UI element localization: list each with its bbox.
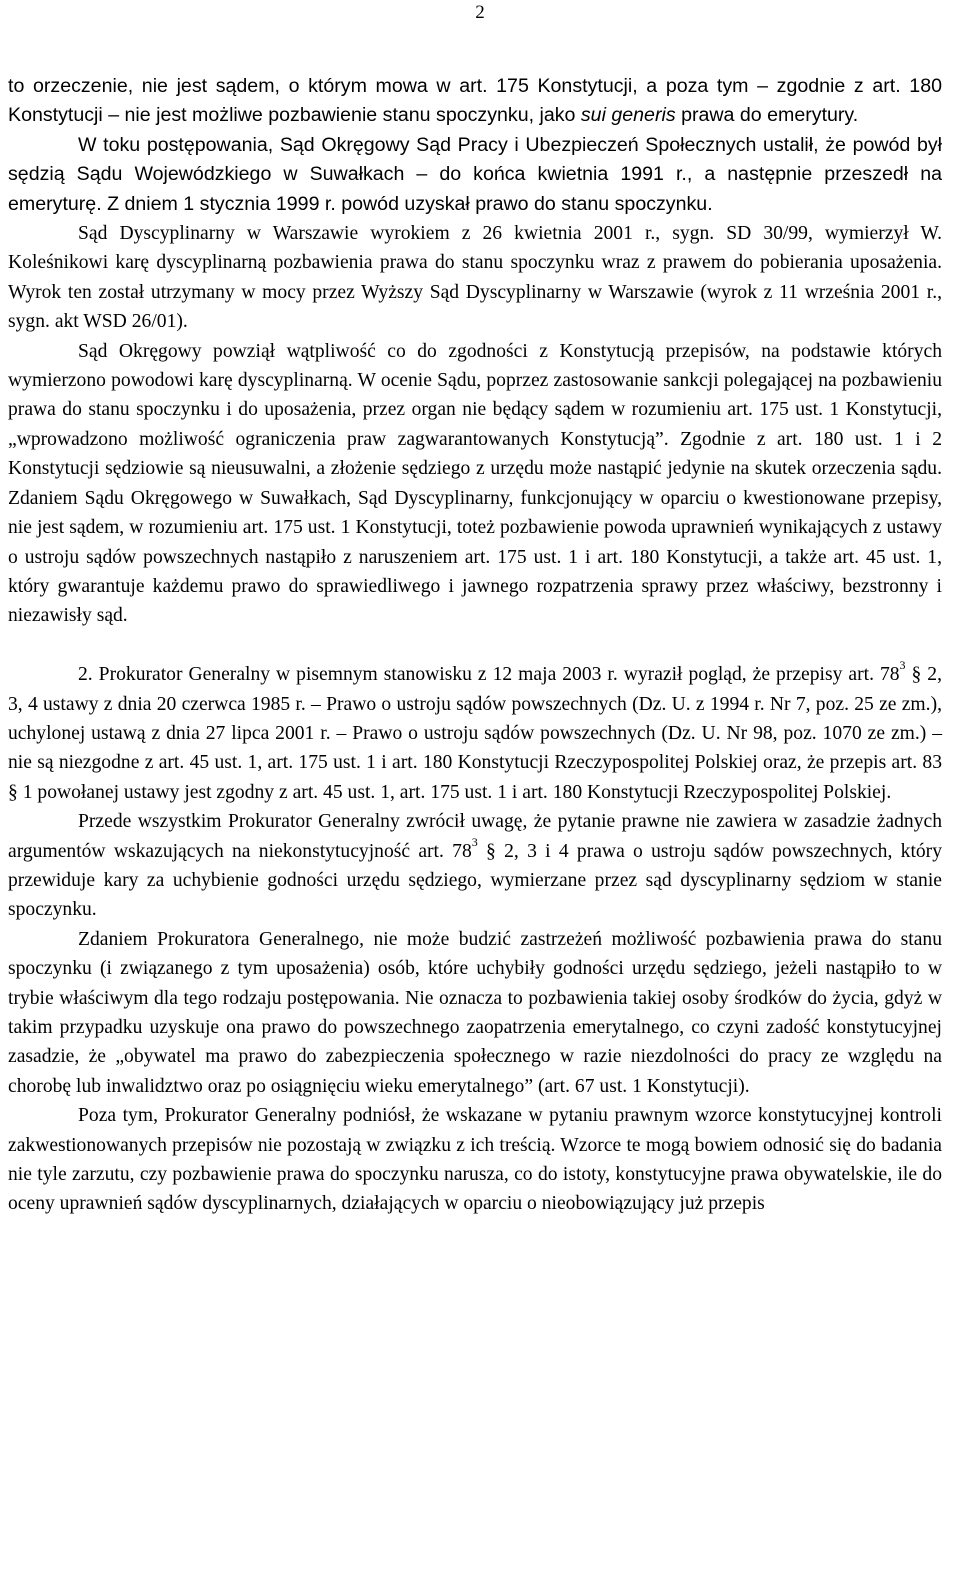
paragraph-prosecutor-attention: Przede wszystkim Prokurator Generalny zwrócił uwagę, że pytanie prawne nie zawiera w zasadzie żadnych argumentów wskazujących na niekonstytucyjność art. $78^3$ § 2, 3 i 4 prawa o ustroju sądów powszechnych, który przewiduje kary za uchybienie godności urzędu sędziego, wymierzane przez sąd dyscyplinarny sędziom w stanie spoczynku.	[8, 811, 943, 921]
paragraph-disciplinary-court: Sąd Dyscyplinarny w Warszawie wyrokiem z 26 kwietnia 2001 r., sygn. SD 30/99, wymierzył W. Koleśnikowi karę dyscyplinarną pozbawienia prawa do stanu spoczynku wraz z prawem do pobierania uposażenia. Wyrok ten został utrzymany w mocy przez Wyższy Sąd Dyscyplinarny w Warszawie (wyrok z 11 września 2001 r., sygn. akt WSD 26/01).	[8, 223, 942, 333]
paragraph-constitutional-standards: Poza tym, Prokurator Generalny podniósł, że wskazane w pytaniu prawnym wzorce konstytucyjnej kontroli zakwestionowanych przepisów nie pozostają w związku z ich treścią. Wzorce te mogą bowiem odnosić się do badania nie tyle zarzutu, czy pozbawienie prawa do spoczynku narusza, co do istoty, konstytucyjne prawa obywatelskie, ile do oceny uprawnień sądów dyscyplinarnych, działających w oparciu o nieobowiązujący już przepis	[8, 1105, 942, 1215]
paragraph-prosecutor-position: 2. Prokurator Generalny w pisemnym stanowisku z 12 maja 2003 r. wyraził pogląd, że przepisy art. $78^3$ § 2, 3, 4 ustawy z dnia 20 czerwca 1985 r. – Prawo o ustroju sądów powszechnych (Dz. U. z 1994 r. Nr 7, poz. 25 ze zm.), uchylonej ustawą z dnia 27 lipca 2001 r. – Prawo o ustroju sądów powszechnych (Dz. U. Nr 98, poz. 1070 ze zm.) – nie są niezgodne z art. 45 ust. 1, art. 175 ust. 1 i art. 180 Konstytucji Rzeczypospolitej Polskiej oraz, że przepis art. 83 § 1 powołanej ustawy jest zgodny z art. 45 ust. 1, art. 175 ust. 1 i art. 180 Konstytucji Rzeczypospolitej Polskiej.	[8, 658, 942, 803]
superscript: 3	[899, 658, 906, 673]
paragraph-prosecutor-opinion: Zdaniem Prokuratora Generalnego, nie może budzić zastrzeżeń możliwość pozbawienia prawa do stanu spoczynku (i związanego z tym uposażenia) osób, które uchybiły godności urzędu sędziego, jeżeli nastąpiło to w trybie właściwym dla tego rodzaju postępowania. Nie oznacza to pozbawienia takiej osoby środków do życia, gdyż w takim przypadku uzyskuje ona prawo do powszechnego zaopatrzenia emerytalnego, co czyni zadość konstytucyjnej zasadzie, że „obywatel ma prawo do zabezpieczenia społecznego w razie niezdolności do pracy ze względu na chorobę lub inwalidztwo oraz po osiągnięciu wieku emerytalnego” (art. 67 ust. 1 Konstytucji).	[8, 928, 942, 1097]
latin-term: sui generis	[580, 104, 676, 127]
paragraph-doubt: Sąd Okręgowy powziął wątpliwość co do zgodności z Konstytucją przepisów, na podstawie których wymierzono powodowi karę dyscyplinarną. W ocenie Sądu, poprzez zastosowanie sankcji polegającej na pozbawieniu prawa do stanu spoczynku i do uposażenia, przez organ nie będący sądem w rozumieniu art. 175 ust. 1 Konstytucji, „wprowadzono możliwość ograniczenia praw zagwarantowanych Konstytucją”. Zgodnie z art. 180 ust. 1 i 2 Konstytucji sędziowie są nieusuwalni, a złożenie sędziego z urzędu może nastąpić jedynie na skutek orzeczenia sądu. Zdaniem Sądu Okręgowego w Suwałkach, Sąd Dyscyplinarny, funkcjonujący w oparciu o kwestionowane przepisy, nie jest sądem, w rozumieniu art. 175 ust. 1 Konstytucji, toteż pozbawienie powoda uprawnień wynikających z ustawy o ustroju sądów powszechnych nastąpiło z naruszeniem art. 175 ust. 1 i art. 180 Konstytucji, a także art. 45 ust. 1, który gwarantuje każdemu prawo do sprawiedliwego i jawnego rozpatrzenia sprawy przez właściwy, bezstronny i niezawisły sąd.	[8, 340, 942, 627]
page-number: 2	[475, 2, 485, 23]
document-body	[8, 72, 942, 1219]
paragraph-continuation: to orzeczenie, nie jest sądem, o którym mowa w art. 175 Konstytucji, a poza tym – zgodnie z art. 180 Konstytucji – nie jest możliwe pozbawienie stanu spoczynku, jako sui generis prawa do emerytury.	[8, 75, 942, 127]
superscript: 3	[471, 834, 478, 849]
paragraph-proceedings: W toku postępowania, Sąd Okręgowy Sąd Pracy i Ubezpieczeń Społecznych ustalił, że powód był sędzią Sądu Wojewódzkiego w Suwałkach – do końca kwietnia 1991 r., a następnie przeszedł na emeryturę. Z dniem 1 stycznia 1999 r. powód uzyskał prawo do stanu spoczynku.	[8, 133, 942, 215]
